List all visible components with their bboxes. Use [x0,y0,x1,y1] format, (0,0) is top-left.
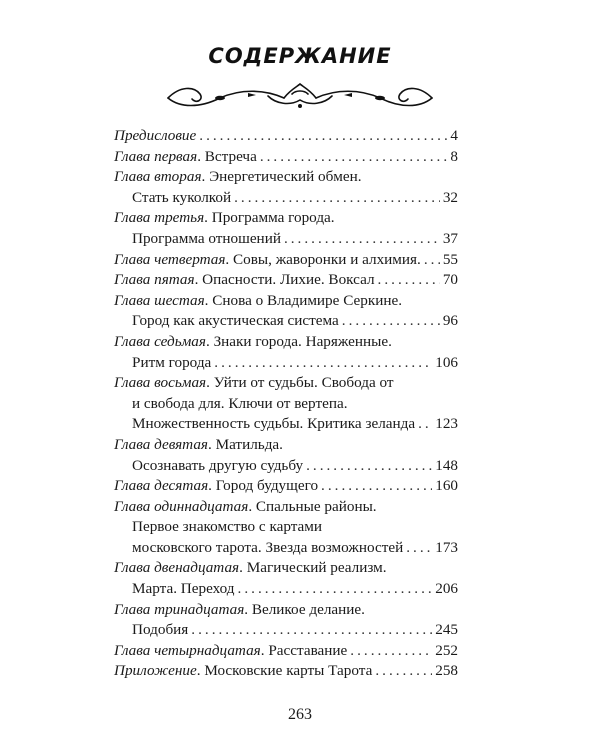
dot-leader [238,579,433,594]
decorative-ornament-divider [160,80,440,112]
dot-leader [424,250,440,265]
chapter-title: Великое делание. [251,600,365,618]
toc-line [114,641,458,662]
toc-label [132,188,231,209]
page-number: 263 [288,706,312,723]
toc-label: Глава двенадцатая. Магический реализм. [114,559,387,577]
toc-entry[interactable] [114,291,458,332]
dot-leader [406,538,432,553]
chapter-title: Московские карты Тарота [204,662,373,680]
toc-label [132,353,211,374]
toc-entry[interactable] [114,661,458,682]
toc-line [114,497,458,518]
chapter-title: Спальные районы. [255,497,377,515]
toc-line [114,270,458,291]
dot-leader [378,270,440,285]
toc-line [114,332,458,353]
toc-line [114,476,458,497]
chapter-title: Город как акустическая система [132,312,339,330]
toc-label: Глава четвертая. Совы, жаворонки и алхимия. [114,250,421,268]
dot-leader [342,311,440,326]
toc-line [114,394,458,415]
toc-entry[interactable] [114,250,458,271]
chapter-title: Знаки города. Наряженные. [213,332,392,350]
chapter-title: Программа отношений [132,229,281,247]
toc-line [114,600,458,621]
toc-label [132,394,348,415]
chapter-name: Глава третья [114,209,205,227]
chapter-name: Приложение [114,662,197,680]
page-ref: 160 [435,477,458,495]
toc-entry[interactable] [114,147,458,168]
toc-line [114,188,458,209]
toc-line [114,414,458,435]
chapter-title: Первое знакомство с картами [132,518,323,536]
chapter-title: Матильда. [215,435,283,453]
toc-line [114,579,458,600]
toc-entry[interactable] [114,126,458,147]
dot-leader [350,641,432,656]
toc-label: Глава девятая. Матильда. [114,435,283,453]
toc-entry[interactable] [114,476,458,497]
toc-label: Глава первая. Встреча [114,147,257,165]
chapter-name: Глава двенадцатая [114,559,240,577]
toc-line [114,126,458,147]
toc-label: Глава вторая. Энергетический обмен. [114,168,362,186]
page-ref: 32 [442,188,458,206]
toc-entry[interactable] [114,600,458,641]
toc-label: Приложение. Московские карты Тарота [114,662,373,680]
chapter-title: Ритм города [132,353,212,371]
toc-line [114,620,458,641]
toc-entry[interactable] [114,641,458,662]
dot-leader [418,414,432,429]
toc-entry[interactable] [114,208,458,249]
toc-line [114,661,458,682]
chapter-title: Встреча [204,147,257,165]
toc-line [114,311,458,332]
page-ref: 37 [442,229,458,247]
toc-line [114,208,458,229]
toc-line [114,353,458,374]
chapter-title: Осознавать другую судьбу [132,456,304,474]
toc-label [132,456,303,477]
page-ref: 106 [435,353,458,371]
chapter-name: Предисловие [114,127,197,144]
chapter-name: Глава четвертая [114,250,226,268]
dot-leader [191,620,432,635]
toc-label: Глава одиннадцатая. Спальные районы. [114,497,377,515]
toc-label [132,229,281,250]
toc-line [114,517,458,538]
chapter-title: Программа города. [211,209,335,227]
chapter-name: Глава девятая [114,435,208,453]
toc-line [114,538,458,559]
dot-leader [321,476,432,491]
chapter-name: Глава одиннадцатая [114,497,249,515]
toc-entry[interactable] [114,332,458,373]
chapter-name: Глава четырнадцатая [114,641,261,659]
chapter-title: Город будущего [215,477,319,495]
page-ref: 123 [435,415,458,433]
dot-leader [260,147,448,162]
chapter-title: Уйти от судьбы. Свобода от [213,374,394,392]
toc-label [132,620,188,641]
page-ref: 258 [435,662,458,680]
chapter-title: Марта. Переход [132,580,235,598]
dot-leader [375,661,432,676]
chapter-title: Опасности. Лихие. Воксал [202,271,375,289]
toc-label [132,414,415,435]
chapter-title: и свобода для. Ключи от вертепа. [132,394,348,412]
chapter-name: Глава первая [114,147,198,165]
chapter-name: Глава пятая [114,271,195,289]
toc-line [114,456,458,477]
page-ref: 4 [450,127,458,144]
toc-line [114,435,458,456]
dot-leader [214,353,432,368]
toc-label: Глава шестая. Снова о Владимире Серкине. [114,291,403,309]
chapter-name: Глава вторая [114,168,202,186]
toc-label: Глава пятая. Опасности. Лихие. Воксал [114,271,375,289]
toc-label: Глава третья. Программа города. [114,209,335,227]
dot-leader [284,229,440,244]
toc-line [114,229,458,250]
toc-entry[interactable] [114,558,458,599]
toc-line [114,291,458,312]
chapter-title: Расставание [268,641,348,659]
dot-leader [306,456,432,471]
chapter-title: Множественность судьбы. Критика зеланда [132,415,416,433]
toc-label [132,538,403,559]
toc-label: Глава десятая. Город будущего [114,477,319,495]
toc-entry[interactable] [114,435,458,476]
chapter-title: Магический реализм. [246,559,387,577]
toc-line [114,558,458,579]
page-ref: 148 [435,456,458,474]
toc-entry[interactable] [114,167,458,208]
toc-label: Глава восьмая. Уйти от судьбы. Свобода от [114,374,394,392]
toc-line [114,250,458,271]
page-ref: 55 [442,250,458,268]
toc-label: Глава четырнадцатая. Расставание [114,641,348,659]
page-title: СОДЕРЖАНИЕ [208,44,392,68]
chapter-title: Совы, жаворонки и алхимия. [233,250,421,268]
toc-line [114,147,458,168]
toc-label: Глава седьмая. Знаки города. Наряженные. [114,332,392,350]
toc-label [114,126,196,147]
dot-leader [234,188,440,203]
chapter-name: Глава шестая [114,291,205,309]
chapter-name: Глава восьмая [114,374,207,392]
chapter-title: Снова о Владимире Серкине. [212,291,403,309]
page-ref: 206 [435,580,458,598]
table-of-contents [114,126,458,682]
chapter-title: Стать куколкой [132,188,232,206]
chapter-name: Глава седьмая [114,332,206,350]
toc-label: Глава тринадцатая. Великое делание. [114,600,365,618]
chapter-name: Глава десятая [114,477,209,495]
toc-label [132,517,322,538]
page-ref: 173 [435,538,458,556]
page-ref: 96 [442,312,458,330]
toc-entry[interactable] [114,497,458,559]
dot-leader [199,126,447,141]
chapter-title: Подобия [132,621,189,639]
chapter-title: московского тарота. Звезда возможностей [132,538,404,556]
page-ref: 245 [435,621,458,639]
toc-line [114,373,458,394]
page-ref: 8 [450,147,458,165]
chapter-name: Глава тринадцатая [114,600,245,618]
toc-entry[interactable] [114,270,458,291]
page-ref: 70 [442,271,458,289]
page-ref: 252 [435,641,458,659]
toc-label [132,311,339,332]
toc-label [132,579,235,600]
toc-line [114,167,458,188]
chapter-title: Энергетический обмен. [209,168,362,186]
toc-entry[interactable] [114,373,458,435]
